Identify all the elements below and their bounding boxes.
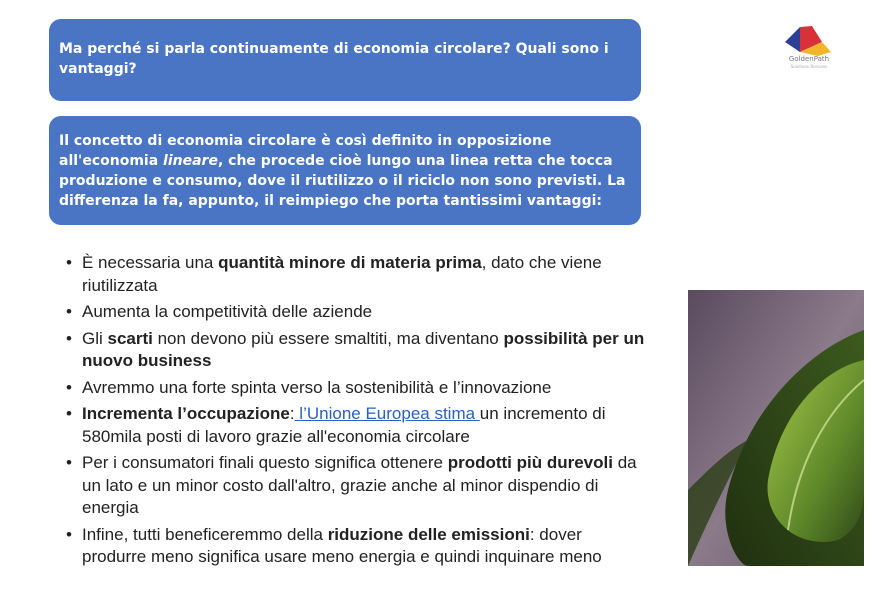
list-item: • Infine, tutti beneficeremmo della riduzione delle emissioni: dover produrre meno significa usare meno energia e quindi inquinare meno	[60, 524, 650, 569]
intro-box	[49, 116, 641, 225]
eu-estimate-link[interactable]: l’Unione Europea stima	[294, 404, 480, 423]
list-item: • Incrementa l’occupazione: l’Unione Europea stima un incremento di 580mila posti di lavoro grazie all'economia circolare	[60, 403, 650, 448]
benefits-list	[60, 252, 650, 573]
list-item: • Aumenta la competitività delle aziende	[60, 301, 650, 324]
logo-name: GoldenPath	[788, 55, 830, 63]
leaf-photo	[688, 290, 864, 566]
list-item: • Avremmo una forte spinta verso la sostenibilità e l’innovazione	[60, 377, 650, 400]
intro-text: Il concetto di economia circolare è così definito in opposizione all'economia lineare, che procede cioè lungo una linea retta che tocca produzione e consumo, dove il riutilizzo o il riciclo non sono previsti. La differenza la fa, appunto, il reimpiego che porta tantissimi vantaggi:	[59, 133, 626, 209]
question-box	[49, 19, 641, 101]
logo-tagline: Solutions Bonuses	[790, 64, 828, 69]
logo-text	[776, 55, 842, 71]
list-item: • Gli scarti non devono più essere smaltiti, ma diventano possibilità per un nuovo business	[60, 328, 650, 373]
list-item: • È necessaria una quantità minore di materia prima, dato che viene riutilizzata	[60, 252, 650, 297]
list-item: • Per i consumatori finali questo significa ottenere prodotti più durevoli da un lato e un minor costo dall'altro, grazie anche al minor dispendio di energia	[60, 452, 650, 520]
question-text: Ma perché si parla continuamente di economia circolare? Quali sono i vantaggi?	[59, 41, 609, 77]
